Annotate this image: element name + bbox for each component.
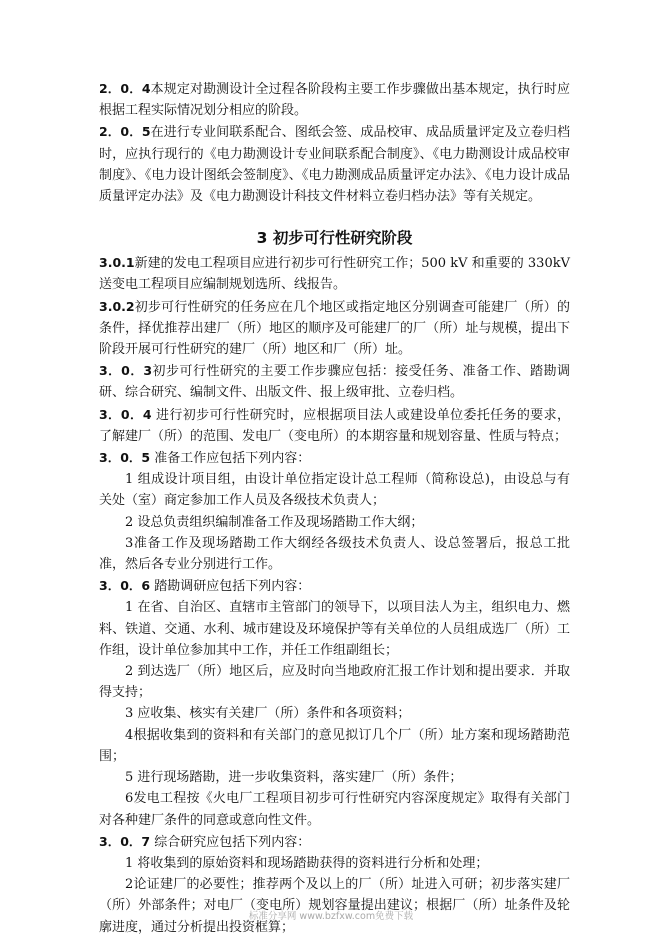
list-item: 3 应收集、核实有关建厂（所）条件和各项资料；: [125, 706, 411, 722]
clause-number: 2．0．5: [99, 124, 151, 140]
clause-text: 初步可行性研究的任务应在几个地区或指定地区分别调查可能建厂（所）的条件，择优推荐出建厂（所）地区的顺序及可能建厂的厂（所）址与规模，提出下阶段开展可行性研究的建厂（所）地区和厂（所）址。: [99, 299, 570, 358]
section-title: 3 初步可行性研究阶段: [256, 229, 413, 248]
list-item: 6发电工程按《火电厂工程项目初步可行性研究内容深度规定》取得有关部门对各种建厂条件的同意或意向性文件。: [99, 791, 570, 828]
clause-text: 本规定对勘测设计全过程各阶段构主要工作步骤做出基本规定，执行时应根据工程实际情况划分相应的阶段。: [99, 82, 570, 119]
clause-number: 3.0.1: [99, 255, 135, 271]
clause-text: 踏勘调研应包括下列内容：: [150, 579, 311, 595]
clause-number: 3.0.2: [99, 298, 135, 314]
list-item: 1 在省、自治区、直辖市主管部门的领导下，以项目法人为主，组织电力、燃料、铁道、交通、水利、城市建设及环境保护等有关单位的人员组成选厂（所）工作组，设计单位参加其中工作，并任工作组副组长；: [99, 600, 570, 658]
list-item: 2论证建厂的必要性；推荐两个及以上的厂（所）址进入可研；初步落实建厂（所）外部条件；对电厂（变电所）规划容量提出建议；根据厂（所）址条件及轮廓进度，通过分析提出投资框算；: [99, 877, 570, 935]
clause-number: 3．0．5: [99, 450, 151, 466]
list-item: 1 组成设计项目组，由设计单位指定设计总工程师（简称设总)，由设总与有关处（室）商定参加工作人员及各级技术负责人；: [99, 472, 570, 509]
clause-3-0-4: [99, 404, 570, 447]
clause-text: 新建的发电工程项目应进行初步可行性研究工作；500 kV 和重要的 330kV 送变电工程项目应编制规划选所、线报告。: [99, 256, 570, 293]
list-item: 3准备工作及现场踏勘工作大纲经各级技术负责人、设总签署后，报总工批准，然后各专业分别进行工作。: [99, 535, 570, 573]
clause-number: 2．0．4: [99, 81, 151, 96]
clause-number: 3．0．6: [99, 578, 151, 594]
footer-watermark: 标准分享网 www.bzfxw.com免费下载: [248, 911, 414, 922]
clause-text: 在进行专业间联系配合、图纸会签、成品校审、成品质量评定及立卷归档时，应执行现行的《电力勘测设计专业间联系配合制度》、《电力勘测设计成品校审制度》、《电力设计图纸会签制度》、《电力勘测成品质量评定办法》、《电力设计成品质量评定办法》及《电力勘测设计科技文件材料立卷归档办法》等有关规定。: [99, 125, 570, 205]
clause-number: 3．0．7: [99, 833, 151, 849]
document-body: [99, 78, 570, 938]
clause-3-0-3: [99, 360, 570, 403]
clause-3-0-7: [99, 831, 570, 853]
clause-text: 综合研究应包括下列内容：: [150, 834, 311, 850]
clause-number: 3．0．4: [99, 406, 152, 422]
clause-3-0-5: [99, 447, 570, 469]
list-item: 2 到达选厂（所）地区后，应及时向当地政府汇报工作计划和提出要求．并取得支持；: [99, 664, 570, 701]
clause-3-0-1: [99, 252, 570, 295]
list-item: 1 将收集到的原始资料和现场踏勘获得的资料进行分析和处理；: [125, 855, 489, 871]
clause-number: 3．0．3: [99, 363, 153, 379]
list-item: 4根据收集到的资料和有关部门的意见拟订几个厂（所）址方案和现场踏勘范围；: [99, 727, 570, 764]
clause-text: 准备工作应包括下列内容：: [150, 451, 311, 467]
clause-text: 初步可行性研究的主要工作步骤应包括：接受任务、准备工作、踏勘调研、综合研究、编制文件、出版文件、报上级审批、立卷归档。: [99, 364, 570, 401]
clause-text: 进行初步可行性研究时，应根据项目法人或建设单位委托任务的要求，了解建厂（所）的范围、发电厂（变电所）的本期容量和规划容量、性质与特点；: [99, 407, 571, 444]
clause-3-0-6: [99, 575, 570, 597]
clause-2-0-4: [99, 78, 570, 121]
clause-3-0-2: [99, 296, 570, 361]
list-item: 2 设总负责组织编制准备工作及现场踏勘工作大纲；: [125, 514, 424, 530]
list-item: 5 进行现场踏勘，进一步收集资料，落实建厂（所）条件；: [125, 770, 463, 786]
clause-2-0-5: [99, 121, 570, 207]
